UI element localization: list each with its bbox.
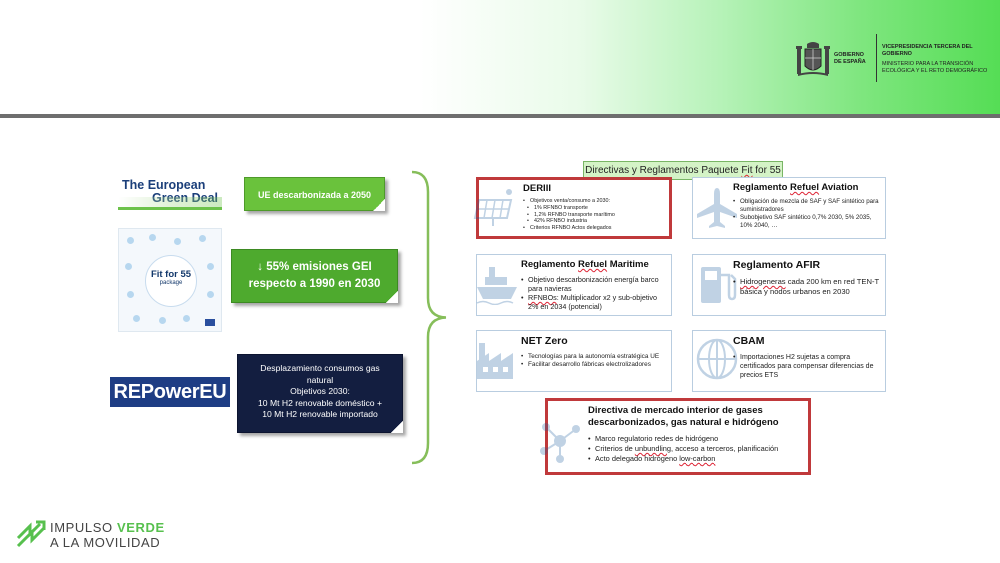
impulso-verde-mark-icon — [16, 520, 46, 548]
solar-panel-icon — [473, 186, 517, 230]
list-item: • 1,2% RFNBO transporte marítimo — [523, 212, 669, 219]
title-fit: Fit — [741, 165, 753, 176]
title-post: for 55 — [752, 165, 781, 176]
note-eu-decarbonized — [244, 177, 385, 211]
aviation-list — [733, 198, 883, 230]
card-net-zero — [476, 330, 672, 392]
list-item: • Importaciones H2 sujetas a compra certificados para compensar diferencias de precios ETS — [733, 353, 883, 380]
list-item: • Marco regulatorio redes de hidrógeno — [588, 434, 808, 444]
deriii-list — [523, 198, 669, 232]
ship-icon — [475, 261, 519, 305]
card-cbam — [692, 330, 886, 392]
list-item — [733, 277, 883, 296]
low-carbon-term: low-carbon — [679, 454, 716, 463]
list-item — [588, 444, 808, 454]
footer-line2: A LA MOVILIDAD — [50, 535, 161, 550]
list-item: • Facilitar desarrollo fábricas electrolizadores — [521, 361, 669, 369]
list-item: • Obligación de mezcla de SAF y SAF sintético para suministradores — [733, 198, 883, 214]
note-repowereu-objectives — [237, 354, 403, 433]
card-refuel-maritime — [476, 254, 672, 316]
rfnbos-term: RFNBOs — [528, 293, 557, 302]
maritime-title-post: Maritime — [607, 259, 649, 270]
note2-line1: ↓ 55% emisiones GEI — [257, 261, 372, 273]
vicepresidencia-label: VICEPRESIDENCIA TERCERA DEL GOBIERNO — [882, 44, 973, 57]
impulso-verde-logo — [16, 520, 186, 550]
note-fold — [386, 291, 398, 303]
list-item: • Criterios RFNBO Actos delegados — [523, 225, 669, 232]
maritime-list — [521, 275, 669, 311]
note-fold — [373, 199, 385, 211]
unbundling-term: unbundling — [634, 444, 672, 453]
deriii-title: DERIII — [523, 183, 551, 194]
afir-title: Reglamento AFIR — [733, 259, 821, 271]
footer-line1 — [50, 520, 165, 535]
european-green-deal-logo — [118, 176, 222, 210]
note3-line: Objetivos 2030: — [290, 386, 350, 397]
egd-line2: Green Deal — [151, 191, 218, 205]
hydrogen-molecule-icon — [538, 419, 582, 463]
note3-line: natural — [306, 374, 334, 385]
egd-stripe — [118, 197, 222, 207]
note-fold — [391, 421, 403, 433]
ff55-decor-icon — [199, 235, 206, 242]
list-item: • Objetivos venta/consumo a 2030: — [523, 198, 669, 205]
gas-title-line2: descarbonizados, gas natural e hidrógeno — [588, 417, 779, 428]
ff55-decor-icon — [183, 315, 190, 322]
gas-item3-pre: Acto delegado hidrógeno — [595, 454, 680, 463]
list-item: • Tecnologías para la autonomía estratégica UE — [521, 353, 669, 361]
cbam-list — [733, 353, 883, 380]
gas-title-line1: Directiva de mercado interior de gases — [588, 405, 763, 416]
curly-brace-connector — [410, 170, 450, 465]
ministerio-label: MINISTERIO PARA LA TRANSICIÓN ECOLÓGICA Y EL RETO DEMOGRÁFICO — [882, 61, 988, 74]
list-item — [588, 454, 808, 464]
netzero-list — [521, 353, 669, 370]
eu-flag-icon — [205, 319, 215, 326]
header-banner — [0, 0, 1000, 115]
ff55-decor-icon — [125, 263, 132, 270]
ff55-decor-icon — [133, 315, 140, 322]
aviation-title-post: Aviation — [819, 182, 859, 193]
aviation-title-refuel: Refuel — [790, 182, 820, 193]
gas-title — [588, 405, 779, 429]
gov-name: GOBIERNO DE ESPAÑA — [834, 52, 866, 65]
ff55-decor-icon — [127, 291, 134, 298]
gas-item2-pre: Criterios de — [595, 444, 635, 453]
list-item: • Subobjetivo SAF sintético 0,7% 2030, 5% 2035, 10% 2040, … — [733, 214, 883, 230]
list-item: • Objetivo descarbonización energía barco para navieras — [521, 275, 669, 293]
card-afir — [692, 254, 886, 316]
list-item: • 42% RFNBO industria — [523, 218, 669, 225]
netzero-title: NET Zero — [521, 335, 568, 347]
note1-text: UE descarbonizada a 2050 — [257, 190, 372, 200]
gov-divider — [876, 34, 877, 82]
footer-impulso: IMPULSO — [50, 520, 117, 535]
title-pre: Directivas y Reglamentos Paquete — [585, 165, 742, 176]
note3-line: 10 Mt H2 renovable importado — [262, 409, 378, 420]
card-refuel-aviation — [692, 177, 886, 239]
card-gas-market-directive — [545, 398, 811, 475]
note-ghg-reduction — [231, 249, 398, 303]
ff55-decor-icon — [207, 291, 214, 298]
note2-line2: respecto a 1990 en 2030 — [248, 278, 381, 290]
ff55-circle — [145, 255, 197, 307]
aviation-title-pre: Reglamento — [733, 182, 791, 193]
coat-of-arms-icon — [796, 40, 830, 80]
list-item — [521, 293, 669, 311]
ff55-decor-icon — [159, 317, 166, 324]
cbam-title: CBAM — [733, 335, 765, 347]
ff55-subtitle: package — [159, 280, 183, 286]
afir-list — [733, 277, 883, 296]
maritime-title-refuel: Refuel — [578, 259, 608, 270]
note3-line: 10 Mt H2 renovable doméstico + — [258, 397, 382, 408]
factory-icon — [475, 339, 519, 383]
list-item: • 1% RFNBO transporte — [523, 205, 669, 212]
ff55-decor-icon — [149, 234, 156, 241]
maritime-item2-text: : Multiplicador x2 y sub-objetivo 2% en 2034 (potencial) — [528, 293, 658, 311]
fit-for-55-logo — [118, 228, 222, 332]
afir-item-text: cada 200 km en red TEN-T básica y nodos urbanos en 2030 — [740, 277, 880, 296]
hidrogeneras-term: Hidrogeneras — [740, 277, 786, 286]
aviation-title — [733, 182, 858, 193]
header-divider — [0, 114, 1000, 118]
ff55-decor-icon — [207, 263, 214, 270]
egd-line1: The European — [122, 178, 206, 192]
card-deriii — [476, 177, 672, 239]
note3-line: Desplazamiento consumos gas — [260, 363, 380, 373]
ff55-decor-icon — [174, 238, 181, 245]
ff55-decor-icon — [127, 237, 134, 244]
gas-list — [588, 434, 808, 464]
footer-verde: VERDE — [116, 520, 165, 535]
ministry-text — [882, 44, 992, 75]
maritime-title-pre: Reglamento — [521, 259, 579, 270]
repowereu-logo: REPowerEU — [110, 377, 230, 407]
maritime-title — [521, 259, 649, 270]
ff55-title: Fit for 55 — [150, 269, 192, 280]
government-logo — [796, 34, 996, 84]
gas-item2-post: , acceso a terceros, planificación — [671, 444, 779, 453]
